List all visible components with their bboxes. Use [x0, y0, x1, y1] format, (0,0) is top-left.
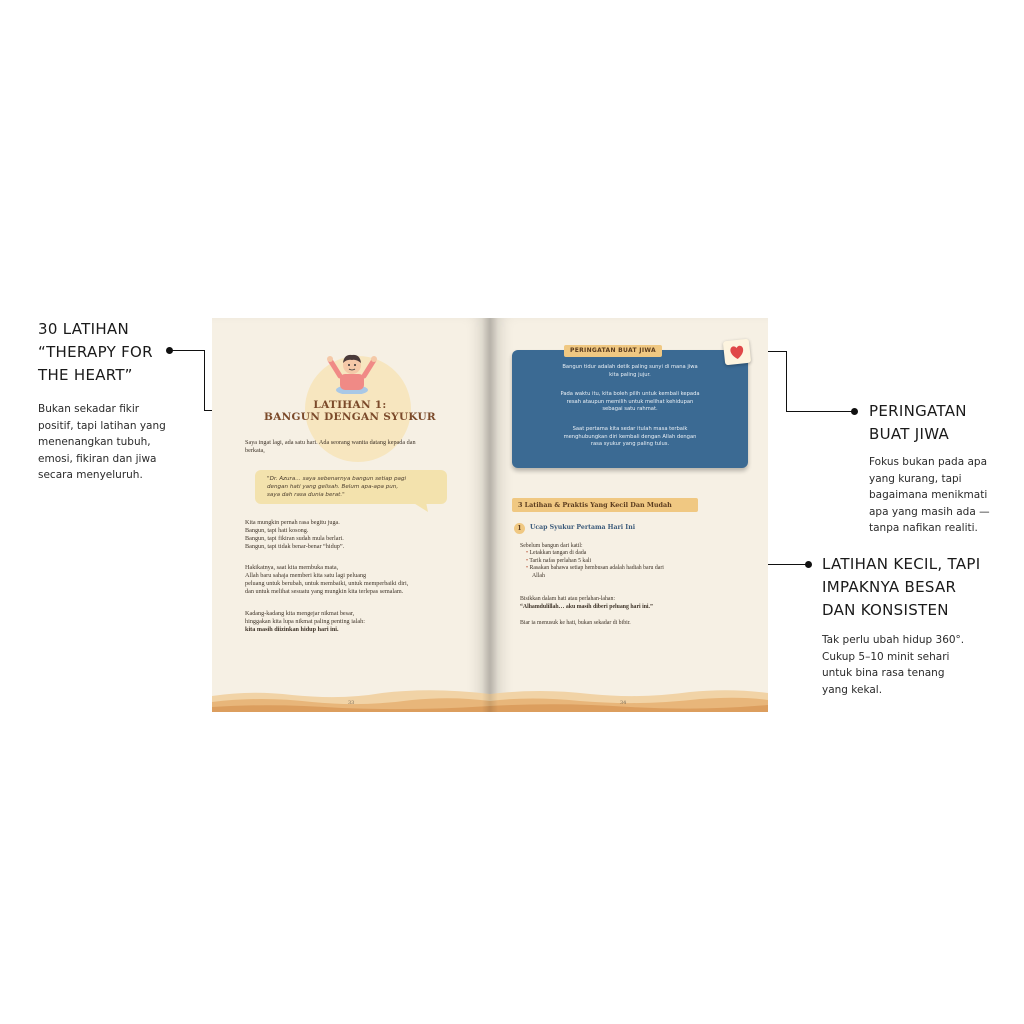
bullet-item: • Letakkan tangan di dada [526, 550, 587, 556]
quote-text: "Dr. Azura… saya sebenarnya bangun setiap pagi dengan hati yang gelisah. Belum apa-apa pun, saya dah rasa dunia berat." [267, 476, 407, 498]
closing-text: Biar ia menusuk ke hati, bukan sekadar di bibir. [520, 620, 631, 626]
bullet-list [526, 550, 756, 580]
callout-left-body: Bukan sekadar fikir positif, tapi latihan yang menenangkan tubuh, emosi, fikiran dan jiwa secara menyeluruh. [38, 403, 166, 481]
intro-text: Saya ingat lagi, ada satu hari. Ada seorang wanita datang kepada dan berkata, [245, 439, 416, 454]
bullet-item: • Tarik nafas perlahan 5 kali [526, 557, 592, 564]
latihan-title: LATIHAN 1: BANGUN DENGAN SYUKUR [264, 399, 436, 423]
page-number-right: 34 [620, 700, 627, 706]
left-page [212, 318, 490, 712]
step-badge: 1 [514, 523, 525, 534]
peringatan-p2: Pada waktu itu, kita boleh pilih untuk kembali kepada resah ataupun memilih untuk melihat kehidupan sebagai satu rahmat. [560, 391, 700, 412]
paragraph-2: Hakikatnya, saat kita membuka mata, Allah baru sahaja memberi kita satu lagi peluang peluang untuk berubah, untuk membaiki, untuk memperbaiki diri, dan untuk melihat sesuatu yang mungkin kita terlepas semalam. [245, 564, 409, 595]
peringatan-p1: Bangun tidur adalah detik paling sunyi di mana jiwa kita paling jujur. [562, 364, 698, 378]
page-number-left: 33 [348, 700, 355, 706]
open-book [212, 318, 768, 712]
right-page [490, 318, 768, 712]
callout-right-top-line-h2 [786, 411, 852, 412]
step-title: Ucap Syukur Pertama Hari Ini [530, 524, 636, 531]
callout-left-line-h1 [170, 350, 204, 351]
callout-right-top-line-v [786, 351, 787, 411]
callout-right-bottom-body: Tak perlu ubah hidup 360°. Cukup 5–10 minit sehari untuk bina rasa tenang yang kekal. [822, 634, 965, 696]
callout-left-title: 30 LATIHAN “THERAPY FOR THE HEART” [38, 320, 153, 384]
bullet-item-continued: Allah [532, 572, 545, 579]
callout-right-bottom-dot-end [805, 561, 812, 568]
whisper-text: Bisikkan dalam hati atau perlahan-lahan: “Alhamdulillah… aku masih diberi peluang hari ini.” [520, 596, 653, 610]
before-text: Sebelum bangun dari katil: [520, 543, 583, 549]
callout-right-top [869, 400, 1009, 537]
heart-note-icon [723, 339, 751, 366]
paragraph-1: Kita mungkin pernah rasa begitu juga. Bangun, tapi hati kosong. Bangun, tapi fikiran sudah mula berlari. Bangun, tapi tidak benar-benar “hidup”. [245, 519, 345, 550]
quote-bubble-tail [412, 502, 428, 514]
callout-right-top-title: PERINGATAN BUAT JIWA [869, 402, 967, 443]
peringatan-p3: Saat pertama kita sedar itulah masa terbaik menghubungkan diri kembali dengan Allah dengan rasa syukur yang paling tulus. [563, 426, 697, 447]
callout-right-bottom-title: LATIHAN KECIL, TAPI IMPAKNYA BESAR DAN KONSISTEN [822, 555, 981, 619]
callout-left-line-v [204, 350, 205, 410]
callout-right-top-body: Fokus bukan pada apa yang kurang, tapi bagaimana menikmati apa yang masih ada — tanpa nafikan realiti. [869, 456, 990, 534]
callout-left [38, 318, 188, 484]
peringatan-tag: PERINGATAN BUAT JIWA [564, 345, 662, 357]
heart-icon [723, 339, 751, 366]
callout-right-top-dot-end [851, 408, 858, 415]
book-spine [482, 318, 498, 712]
bullet-item: • Rasakan bahawa setiap hembusan adalah hadiah baru dari [526, 565, 664, 571]
section-title-tag: 3 Latihan & Praktis Yang Kecil Dan Mudah [512, 498, 698, 512]
dunes-decoration-right [490, 684, 768, 712]
quote-bubble [255, 470, 447, 504]
peringatan-card [512, 350, 748, 468]
paragraph-3: Kadang-kadang kita mengejar nikmat besar, hinggakan kita lupa nikmat paling penting ialah: kita masih diizinkan hidup hari ini. [245, 610, 365, 633]
dunes-decoration-left [212, 684, 490, 712]
callout-right-bottom [822, 553, 1012, 698]
cheerful-person-illustration [322, 348, 382, 394]
